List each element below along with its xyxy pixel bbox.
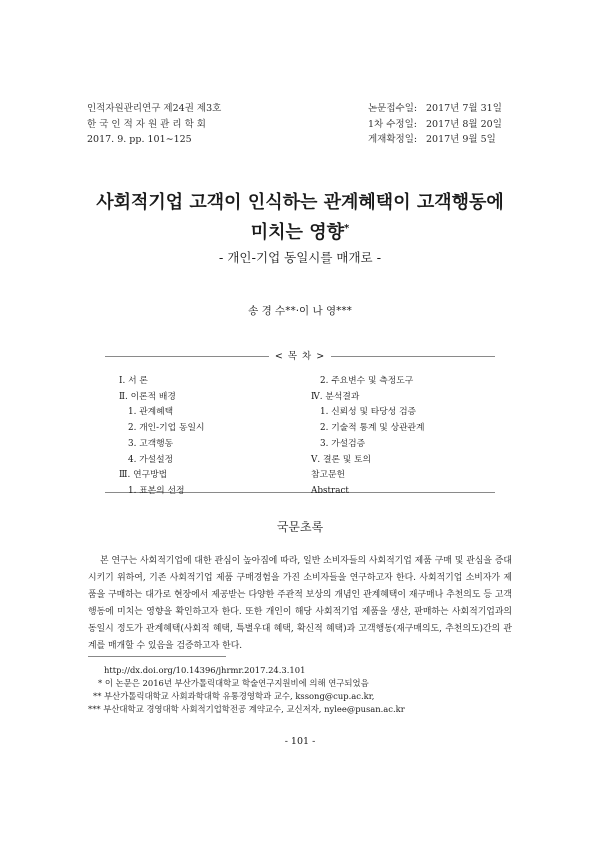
- date-label: 논문접수일:: [368, 103, 418, 114]
- submission-dates: [368, 101, 502, 148]
- date-value: 2017년 8월 20일: [426, 118, 502, 130]
- title-footnote-mark: *: [343, 223, 350, 234]
- title-line-1: 사회적기업 고객이 인식하는 관계혜택이 고객행동에: [96, 192, 504, 213]
- toc-item: 2. 개인-기업 동일시: [128, 423, 205, 434]
- toc-item: Ⅳ. 분석결과: [311, 391, 360, 402]
- abstract-title: 국문초록: [276, 520, 324, 534]
- toc-right-column: [311, 374, 425, 500]
- footnote: *** 부산대학교 경영대학 사회적기업학전공 계약교수, 교신저자, nylee@pusan.ac.kr: [88, 704, 405, 714]
- date-row: [368, 132, 502, 148]
- author-separator: ·: [295, 305, 300, 317]
- date-value: 2017년 9월 5일: [426, 134, 496, 145]
- toc-label: [105, 349, 495, 364]
- society-name: 한 국 인 적 자 원 관 리 학 회: [87, 118, 206, 130]
- author-1-mark: **: [285, 305, 296, 317]
- toc-item: Ⅰ. 서 론: [119, 376, 148, 386]
- title-line-2-text: 미치는 영향: [250, 222, 344, 243]
- toc-item: Ⅱ. 이론적 배경: [119, 391, 176, 402]
- journal-name: 인적자원관리연구 제24권 제3호: [87, 103, 222, 114]
- author-1: 송 경 수: [248, 305, 286, 317]
- toc-item: 2. 주요변수 및 측정도구: [320, 376, 414, 386]
- toc-item: 3. 고객행동: [128, 438, 174, 449]
- footnotes: [88, 664, 405, 716]
- author-2: 이 나 영: [299, 305, 337, 317]
- toc-item: Ⅴ. 결론 및 토의: [311, 454, 372, 465]
- date-label: 1차 수정일:: [368, 118, 417, 130]
- date-label: 게재확정일:: [368, 134, 418, 145]
- doi-link[interactable]: http://dx.doi.org/10.14396/jhrmr.2017.24.3.101: [104, 665, 306, 675]
- date-row: [368, 101, 502, 117]
- toc-item: 2. 기술적 통계 및 상관관계: [320, 423, 425, 434]
- paper-title: [0, 188, 600, 248]
- journal-info: [87, 101, 221, 148]
- footnote: * 이 논문은 2016년 부산가톨릭대학교 학술연구지원비에 의해 연구되었음: [98, 678, 369, 688]
- toc-left-column: [119, 374, 204, 500]
- title-line-2: [0, 218, 600, 248]
- footnote-divider: [88, 656, 226, 657]
- date-value: 2017년 7월 31일: [426, 103, 502, 114]
- toc-item: Ⅲ. 연구방법: [119, 470, 168, 481]
- toc-item: 4. 가설설정: [128, 454, 174, 465]
- page-number: - 101 -: [284, 736, 316, 747]
- toc-item: 1. 표본의 선정: [128, 485, 185, 496]
- date-row: [368, 117, 502, 133]
- toc-item: 참고문헌: [311, 470, 345, 481]
- toc-item: Abstract: [311, 485, 349, 496]
- author-2-mark: ***: [336, 305, 352, 317]
- abstract-body: 본 연구는 사회적기업에 대한 관심이 높아짐에 따라, 일반 소비자들의 사회적기업 제품 구매 및 관심을 증대시키기 위하여, 기존 사회적기업 제품 구매경험을 가진 소비자들을 연구하고자 한다. 사회적기업 소비자가 제품을 구매하는 대가로 현장에서 제공받는 다양한 주관적 보상의 개념인 관계혜택이 재구매나 추천의도 등 고객행동에 미치는 영향을 확인하고자 한다. 또한 개인이 해당 사회적기업 제품을 생산, 판매하는 사회적기업과의 동일시 정도가 관계혜택(사회적 혜택, 특별우대 혜택, 확신적 혜택)과 고객행동(재구매의도, 추천의도)간의 관계를 매개할 수 있음을 검증하고자 한다.: [88, 556, 512, 651]
- table-of-contents: [105, 351, 495, 496]
- toc-item: 1. 신뢰성 및 타당성 검증: [320, 407, 417, 418]
- toc-label-text: < 목 차 >: [269, 351, 331, 362]
- toc-item: 1. 관계혜택: [128, 407, 174, 418]
- footnote: ** 부산가톨릭대학교 사회과학대학 유통경영학과 교수, kssong@cup.ac.kr,: [93, 691, 375, 701]
- paper-subtitle: - 개인-기업 동일시를 매개로 -: [218, 250, 382, 265]
- authors: [0, 303, 600, 318]
- citation: 2017. 9. pp. 101∼125: [87, 134, 192, 145]
- toc-item: 3. 가설검증: [320, 438, 366, 449]
